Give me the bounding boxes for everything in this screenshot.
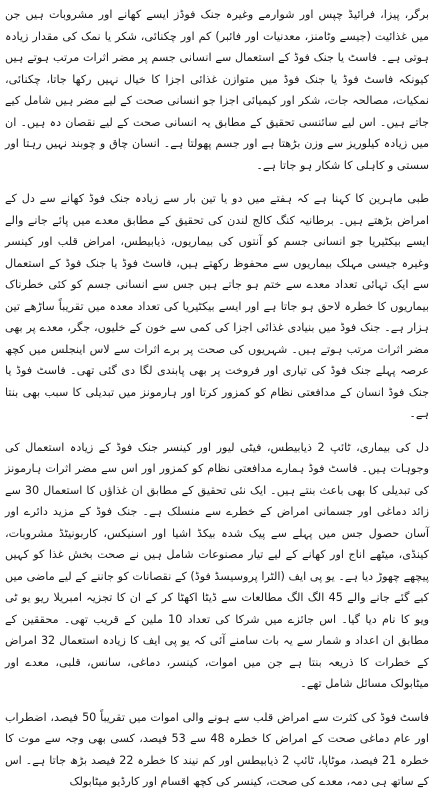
paragraph-spacer [5, 695, 429, 707]
article-paragraph-4: فاسٹ فوڈ کی کثرت سے امراض قلب سے ہونے والی اموات میں تقریباً 50 فیصد، اضطراب اور عام دماغی صحت کے امراض کا خطرہ 48 سے 53 فیصد، کسی بھی وجہ سے موت کا خطرہ 21 فیصد، موٹاپا، ٹائپ 2 ذیابیطس اور کم نیند کا خطرہ 22 فیصد بڑھ جاتا ہے۔ اس کے ساتھ ہی دمہ، معدے کی صحت، کینسر کی کچھ اقسام اور کارڈیو میٹابولک [5, 710, 430, 788]
article-paragraph-2: طبی ماہرین کا کہنا ہے کہ ہفتے میں دو یا تین بار سے زیادہ جنک فوڈ کھانے سے دل کے امراض بڑھتے ہیں۔ برطانیہ کنگ کالج لندن کی تحقیق کے مطابق معدے میں پائے جانے والے ایسے بیکٹیریا جو انسانی جسم کو آنتوں کی بیماریوں، ذیابیطس، امراض قلب اور کینسر وغیرہ جیسی مہلک بیماریوں سے محفوظ رکھتے ہیں، فاسٹ فوڈ یا جنک فوڈ کے استعمال سے ایک تہائی تعداد معدے سے ختم ہو جاتے ہیں جس سے انسانی جسم کو کئی خطرناک بیماریوں کا خطرہ لاحق ہو جاتا ہے اور ایسے بیکٹیریا کی تعداد معدہ میں تقریباً ساڑھے تین ہزار ہے۔ جنک فوڈ میں بنیادی غذائی اجزا کی کمی سے خون کے خلیوں، جگر، معدے پر بھی مضر اثرات مرتب ہوتے ہیں۔ شہریوں کی صحت پر برے اثرات سے لاس اینجلس میں کچھ عرصہ پہلے جنک فوڈ کی تیاری اور فروخت پر بھی پابندی لگا دی گئی تھی۔ فاسٹ فوڈ یا جنک فوڈ انسان کے مدافعتی نظام کو کمزور کرتا اور ہارمونز میں تبدیلی کا سبب بھی بنتا ہے۔ [5, 192, 429, 420]
paragraph-spacer [5, 176, 429, 188]
paragraph-spacer [5, 425, 429, 437]
article-paragraph-1: برگر، پیزا، فرائیڈ چپس اور شوارمے وغیرہ جنک فوڈز ایسے کھانے اور مشروبات ہیں جن میں غذائیت (جیسے وٹامنز، معدنیات اور فائبر) کم اور چکنائی، شکر یا نمک کی مقدار زیادہ ہوتی ہے۔ فاسٹ یا جنک فوڈ کے استعمال سے انسانی جسم پر مضر اثرات مرتب ہوتے ہیں کیونکہ فاسٹ فوڈ یا جنک فوڈ میں متوازن غذائی اجزا کا خیال نہیں رکھا جاتا، چکنائی، نمکیات، مصالحہ جات، شکر اور کیمیائی اجزا جو انسانی صحت کے لیے مضر ہیں شامل کیے جاتے ہیں۔ اس لیے سائنسی تحقیق کے مطابق یہ انسانی صحت کے لیے نقصان دہ ہیں۔ ان میں زیادہ کیلوریز سے وزن بڑھتا ہے اور جسم پھولتا ہے۔ انسان چاق و چوبند نہیں رہتا اور سستی و کاہلی کا شکار ہو جاتا ہے۔ [5, 8, 429, 172]
article-paragraph-3: دل کی بیماری، ٹائپ 2 ذیابیطس، فیٹی لیور اور کینسر جنک فوڈ کے زیادہ استعمال کی وجوہات ہیں۔ فاسٹ فوڈ ہمارے مدافعتی نظام کو کمزور اور اس سے مضر اثرات ہارمونز کی تبدیلی کا بھی باعث بنتے ہیں۔ ایک نئی تحقیق کے مطابق ان غذاؤں کا استعمال 30 سے زائد دماغی اور جسمانی امراض کے خطرے سے منسلک ہے۔ جنک فوڈ کے مزید دائرے اور آسان حصول جس میں پہلے سے پیک شدہ بیکڈ اشیا اور اسنیکس، کاربونیٹڈ مشروبات، کینڈی، میٹھے اناج اور کھانے کے لیے تیار مصنوعات شامل ہیں نے صحت بخش غذا کو کہیں پیچھے چھوڑ دیا ہے۔ یو پی ایف (الٹرا پروسیسڈ فوڈ) کے نقصانات کو جاننے کے لیے ماضی میں کیے گئے جانے والے 45 الگ الگ مطالعات سے ڈیٹا اکھٹا کر کے ان کا تجزیہ امبریلا ریو یو ٹی ویو کا نام دیا گیا۔ اس جائزے میں شرکا کی تعداد 10 ملین کے قریب تھی۔ محققین کے مطابق ان اعداد و شمار سے یہ بات سامنے آئی کہ یو پی ایف کا زیادہ استعمال 32 امراض کے خطرات کا ذریعہ بنتا ہے جن میں اموات، کینسر، دماغی، سانس، قلبی، معدے اور میٹابولک مسائل شامل تھے۔ [5, 440, 430, 690]
